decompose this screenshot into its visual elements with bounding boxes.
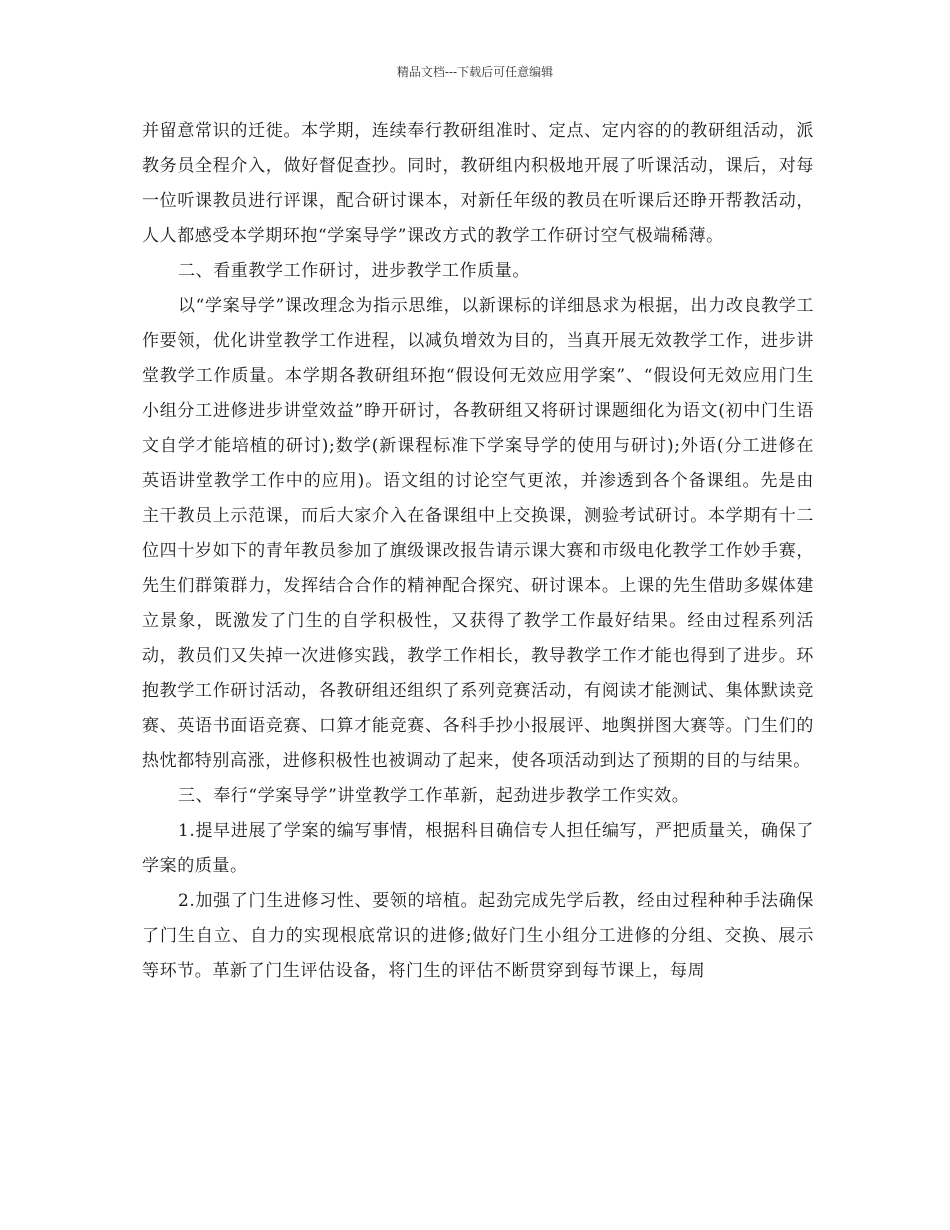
section-heading-2: 二、看重教学工作研讨，进步教学工作质量。	[178, 261, 530, 281]
page-header: 精品文档---下载后可任意编辑	[396, 65, 554, 79]
list-item-2: 2.加强了门生进修习性、要领的培植。起劲完成先学后教，经由过程种种手法确保了门生自立、自力的实现根底常识的进修;做好门生小组分工进修的分组、交换、展示等环节。革新了门生评估设备，将门生的评估不断贯穿到每节课上，每周	[142, 891, 814, 981]
list-item-1: 1.提早进展了学案的编写事情，根据科目确信专人担任编写，严把质量关，确保了学案的质量。	[142, 821, 814, 876]
paragraph-continuation: 并留意常识的迁徙。本学期，连续奉行教研组准时、定点、定内容的的教研组活动，派教务员全程介入，做好督促查抄。同时，教研组内积极地开展了听课活动，课后，对每一位听课教员进行评课，配合研讨课本，对新任年级的教员在听课后还睁开帮教活动，人人都感受本学期环抱“学案导学”课改方式的教学工作研讨空气极端稀薄。	[142, 121, 814, 246]
paragraph-teaching-research: 以“学案导学”课改理念为指示思维，以新课标的详细恳求为根据，出力改良教学工作要领，优化讲堂教学工作进程，以减负增效为目的，当真开展无效教学工作，进步讲堂教学工作质量。本学期各教研组环抱“假设何无效应用学案”、“假设何无效应用门生小组分工进修进步讲堂效益”睁开研讨，各教研组又将研讨课题细化为语文(初中门生语文自学才能培植的研讨);数学(新课程标准下学案导学的使用与研讨);外语(分工进修在英语讲堂教学工作中的应用)。语文组的讨论空气更浓，并渗透到各个备课组。先是由主干教员上示范课，而后大家介入在备课组中上交换课，测验考试研讨。本学期有十二位四十岁如下的青年教员参加了旗级课改报告请示课大赛和市级电化教学工作妙手赛，先生们群策群力，发挥结合合作的精神配合探究、研讨课本。上课的先生借助多媒体建立景象，既激发了门生的自学积极性，又获得了教学工作最好结果。经由过程系列活动，教员们又失掉一次进修实践，教学工作相长，教导教学工作才能也得到了进步。环抱教学工作研讨活动，各教研组还组织了系列竞赛活动，有阅读才能测试、集体默读竞赛、英语书面语竞赛、口算才能竞赛、各科手抄小报展评、地舆拼图大赛等。门生们的热忱都特别高涨，进修积极性也被调动了起来，使各项活动到达了预期的目的与结果。	[142, 296, 814, 771]
document-body	[142, 114, 814, 989]
section-heading-3: 三、奉行“学案导学”讲堂教学工作革新，起劲进步教学工作实效。	[178, 786, 690, 806]
